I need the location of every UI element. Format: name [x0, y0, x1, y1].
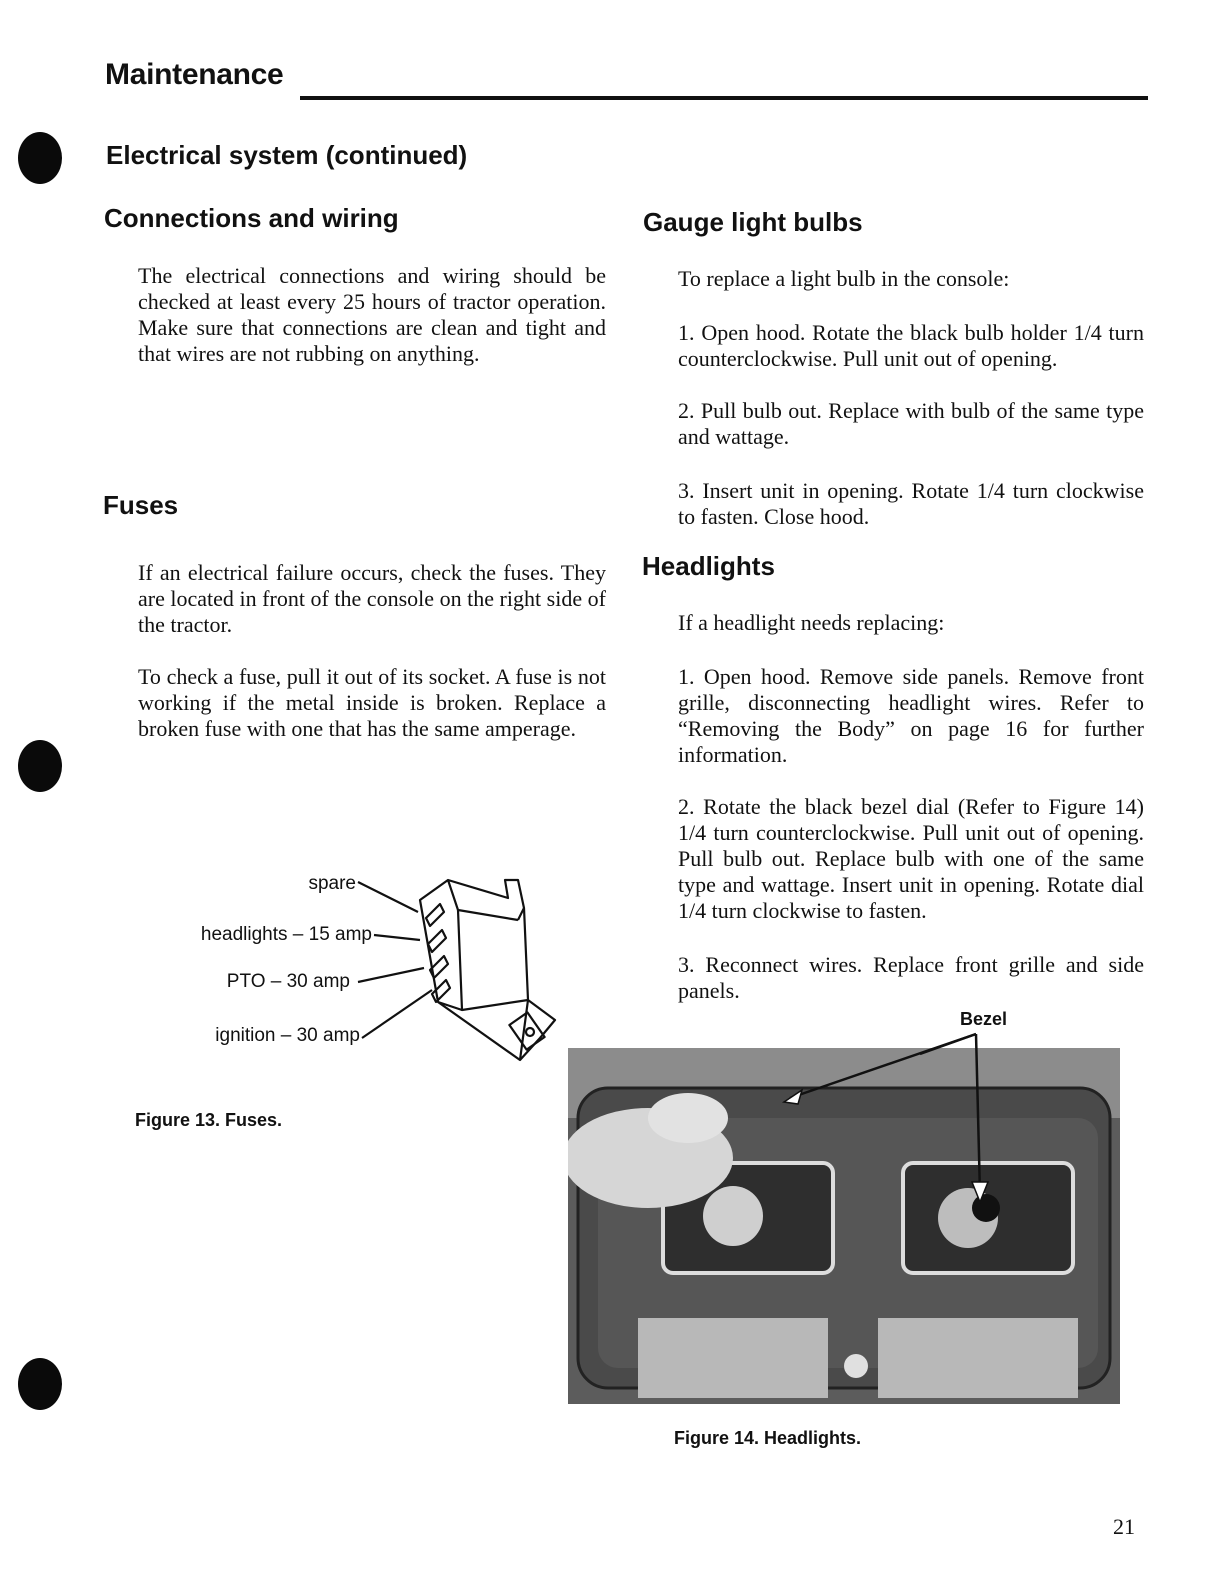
binder-hole-icon [18, 1358, 62, 1410]
gauge-intro: To replace a light bulb in the console: [678, 266, 1010, 291]
headlights-step-1: 1. Open hood. Remove side panels. Remove front grille, disconnecting headlight wires. Refer to “Removing the Body” on page 16 for further information. [678, 664, 1144, 767]
fuse-label-pto: PTO – 30 amp [226, 971, 350, 992]
header-rule [300, 96, 1148, 100]
headlights-step-3: 3. Reconnect wires. Replace front grille and side panels. [678, 952, 1144, 1003]
headlights-intro: If a headlight needs replacing: [678, 610, 945, 635]
fuse-label-ignition: ignition – 30 amp [215, 1025, 360, 1046]
connections-title: Connections and wiring [104, 203, 399, 233]
fuses-para-1: If an electrical failure occurs, check the fuses. They are located in front of the console on the right side of the tractor. [138, 560, 606, 637]
gauge-title: Gauge light bulbs [643, 207, 863, 237]
figure-13-caption: Figure 13. Fuses. [135, 1110, 283, 1130]
binder-hole-icon [18, 132, 62, 184]
gauge-step-3: 3. Insert unit in opening. Rotate 1/4 turn clockwise to fasten. Close hood. [678, 478, 1144, 529]
gauge-step-2: 2. Pull bulb out. Replace with bulb of the same type and wattage. [678, 398, 1144, 449]
page-header: Maintenance [105, 58, 284, 91]
headlights-title: Headlights [642, 551, 775, 581]
fuse-label-headlights: headlights – 15 amp [200, 924, 372, 945]
page-number: 21 [1113, 1514, 1135, 1539]
fuse-label-spare: spare [308, 873, 356, 894]
fuse-block-icon [340, 860, 580, 1070]
connections-body: The electrical connections and wiring should be checked at least every 25 hours of tractor operation. Make sure that connections are clean and tight and that wires are not rubbing on anything. [138, 263, 606, 366]
headlights-step-2: 2. Rotate the black bezel dial (Refer to Figure 14) 1/4 turn counterclockwise. Pull unit out of opening. Pull bulb out. Replace bulb with one of the same type and wattage. Insert unit in opening. Rotate dial 1/4 turn clockwise to fasten. [678, 794, 1144, 923]
fuses-para-2: To check a fuse, pull it out of its socket. A fuse is not working if the metal inside is broken. Replace a broken fuse with one that has the same amperage. [138, 664, 606, 741]
fuses-title: Fuses [103, 490, 179, 520]
main-title: Electrical system (continued) [106, 140, 468, 170]
bezel-callout: Bezel [960, 1009, 1008, 1029]
bezel-leader-lines [780, 1030, 1000, 1210]
figure-14-caption: Figure 14. Headlights. [674, 1428, 862, 1448]
binder-hole-icon [18, 740, 62, 792]
gauge-step-1: 1. Open hood. Rotate the black bulb holder 1/4 turn counterclockwise. Pull unit out of opening. [678, 320, 1144, 371]
